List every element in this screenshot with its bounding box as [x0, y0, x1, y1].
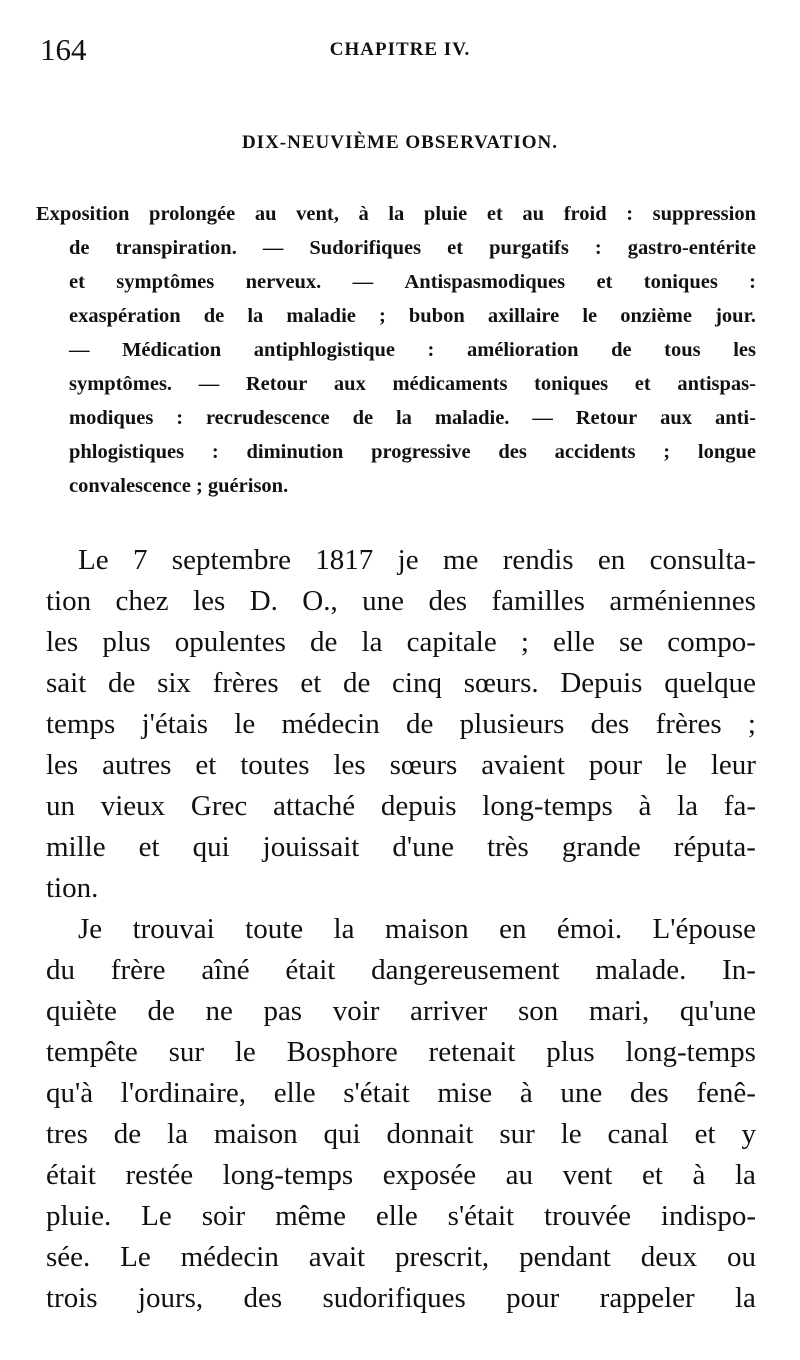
summary-lines-line: modiques : recrudescence de la maladie. — Retour aux anti-	[69, 407, 756, 429]
summary-lines-line: — Médication antiphlogistique : amélioration de tous les	[69, 339, 756, 361]
summary-lines-line: et symptômes nerveux. — Antispasmodiques et toniques :	[69, 271, 756, 293]
running-head: CHAPITRE IV.	[329, 39, 471, 60]
paragraph2-lines-line: tres de la maison qui donnait sur le canal et y	[46, 1118, 756, 1150]
paragraph2-lines-line: quiète de ne pas voir arriver son mari, qu'une	[46, 995, 756, 1027]
paragraph1-lines-line: Le 7 septembre 1817 je me rendis en consulta-	[78, 544, 756, 576]
paragraph2-lines-line: sée. Le médecin avait prescrit, pendant deux ou	[46, 1241, 756, 1273]
paragraph2-lines-line: du frère aîné était dangereusement malade. In-	[46, 954, 756, 986]
paragraph2-lines-line: était restée long-temps exposée au vent et à la	[46, 1159, 756, 1191]
paragraph1-lines-line: tion.	[46, 872, 99, 904]
paragraph2-lines-line: pluie. Le soir même elle s'était trouvée indispo-	[46, 1200, 756, 1232]
paragraph1-lines-line: mille et qui jouissait d'une très grande réputa-	[46, 831, 756, 863]
paragraph1-lines-line: un vieux Grec attaché depuis long-temps à la fa-	[46, 790, 756, 822]
paragraph1-lines-line: les autres et toutes les sœurs avaient pour le leur	[46, 749, 756, 781]
page-number: 164	[40, 32, 87, 67]
paragraph1-lines-line: temps j'étais le médecin de plusieurs des frères ;	[46, 708, 756, 740]
summary-lines-line: Exposition prolongée au vent, à la pluie et au froid : suppression	[36, 203, 756, 225]
paragraph2-lines-line: qu'à l'ordinaire, elle s'était mise à une des fenê-	[46, 1077, 756, 1109]
paragraph2-lines-line: Je trouvai toute la maison en émoi. L'épouse	[78, 913, 756, 945]
summary-lines-line: phlogistiques : diminution progressive des accidents ; longue	[69, 441, 756, 463]
paragraph2-lines-line: tempête sur le Bosphore retenait plus long-temps	[46, 1036, 756, 1068]
paragraph2-lines-line: trois jours, des sudorifiques pour rappeler la	[46, 1282, 756, 1314]
summary-lines-line: convalescence ; guérison.	[69, 475, 289, 497]
paragraph1-lines-line: les plus opulentes de la capitale ; elle se compo-	[46, 626, 756, 658]
summary-lines-line: exaspération de la maladie ; bubon axillaire le onzième jour.	[69, 305, 756, 327]
paragraph1-lines-line: sait de six frères et de cinq sœurs. Depuis quelque	[46, 667, 756, 699]
section-title: DIX-NEUVIÈME OBSERVATION.	[241, 132, 559, 153]
observation-summary	[36, 197, 756, 503]
body-text	[46, 540, 756, 1319]
paragraph1-lines-line: tion chez les D. O., une des familles arméniennes	[46, 585, 756, 617]
page-header	[40, 30, 760, 70]
summary-lines-line: de transpiration. — Sudorifiques et purgatifs : gastro-entérite	[69, 237, 756, 259]
summary-lines-line: symptômes. — Retour aux médicaments toniques et antispas-	[69, 373, 756, 395]
